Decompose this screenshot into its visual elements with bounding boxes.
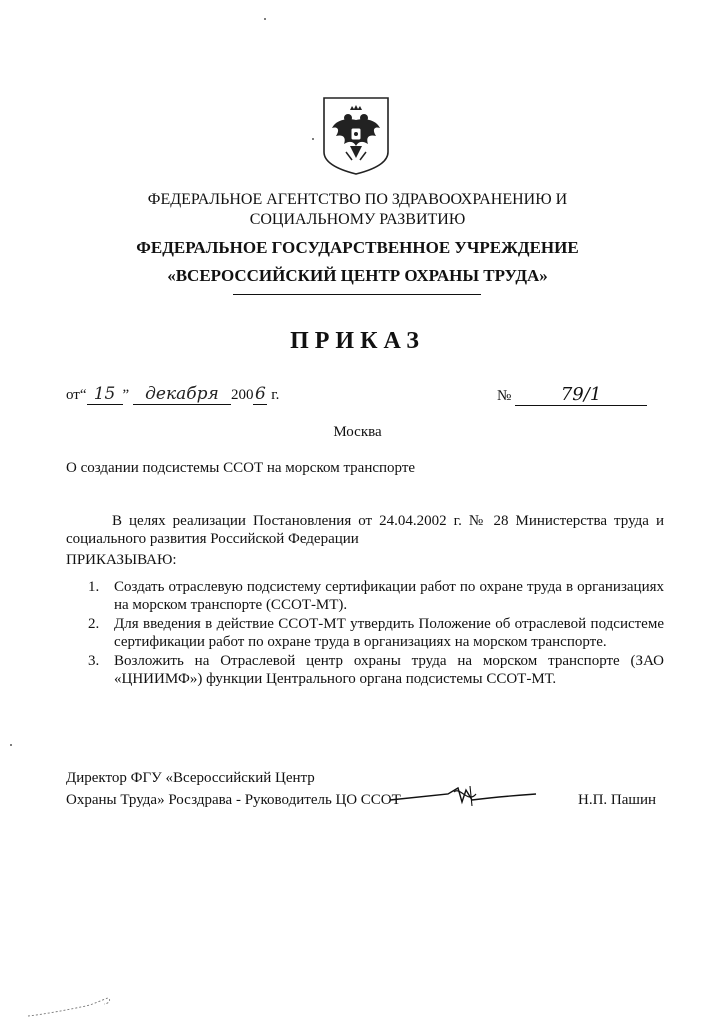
institution-line-1: ФЕДЕРАЛЬНОЕ ГОСУДАРСТВЕННОЕ УЧРЕЖДЕНИЕ [136, 238, 579, 257]
item-text: Возложить на Отраслевой центр охраны труда на морском транспорте (ЗАО «ЦНИИМФ») функции Центрального органа подсистемы ССОТ-МТ. [114, 653, 664, 687]
order-subject: О создании подсистемы ССОТ на морском транспорте [66, 460, 416, 476]
order-item [88, 578, 664, 614]
agency-line-2: СОЦИАЛЬНОМУ РАЗВИТИЮ [249, 211, 466, 228]
date-quote-open: “ [79, 387, 87, 403]
date-month: декабря [133, 384, 231, 405]
item-number: 3. [88, 653, 100, 669]
order-number [497, 384, 647, 406]
signatory-title-line-1: Директор ФГУ «Всероссийский Центр [66, 770, 315, 786]
order-item [88, 615, 664, 651]
order-item [88, 652, 664, 688]
header-divider [233, 294, 481, 295]
number-label: № [497, 388, 512, 404]
city: Москва [333, 424, 382, 440]
scan-speck [264, 18, 266, 20]
date-day: 15 [87, 384, 123, 405]
scan-speck [312, 138, 314, 140]
pen-scribble-mark [26, 994, 116, 1020]
signatory-title-line-2: Охраны Труда» Росздрава - Руководитель ЦО ССОТ [66, 792, 401, 808]
document-title: ПРИКАЗ [290, 328, 425, 354]
item-number: 2. [88, 616, 100, 632]
item-number: 1. [88, 579, 100, 595]
agency-name [0, 190, 715, 230]
agency-line-1: ФЕДЕРАЛЬНОЕ АГЕНТСТВО ПО ЗДРАВООХРАНЕНИЮ И [147, 191, 568, 208]
date-year-digit: 6 [255, 384, 266, 404]
date-year-prefix: 200 [230, 387, 254, 403]
order-date [66, 384, 279, 405]
number-value: 79/1 [515, 384, 647, 406]
order-word: ПРИКАЗЫВАЮ: [66, 552, 177, 568]
scan-speck [10, 744, 12, 746]
item-text: Создать отраслевую подсистему сертификации работ по охране труда в организациях на морском транспорте (ССОТ-МТ). [114, 579, 664, 613]
signatory-name: Н.П. Пашин [578, 792, 657, 808]
date-quote-close: ” [122, 387, 130, 403]
item-text: Для введения в действие ССОТ-МТ утвердить Положение об отраслевой подсистеме сертификации работ по охране труда в организациях на морском транспорте. [114, 616, 664, 650]
date-prefix: от [66, 387, 80, 403]
coat-of-arms-icon [322, 96, 390, 176]
order-items [88, 578, 664, 689]
handwritten-signature [388, 782, 538, 808]
institution-name [0, 234, 715, 290]
preamble: В целях реализации Постановления от 24.04.2002 г. № 28 Министерства труда и социального развития Российской Федерации [66, 513, 664, 547]
institution-line-2: «ВСЕРОССИЙСКИЙ ЦЕНТР ОХРАНЫ ТРУДА» [167, 266, 548, 285]
date-suffix: г. [271, 387, 280, 403]
